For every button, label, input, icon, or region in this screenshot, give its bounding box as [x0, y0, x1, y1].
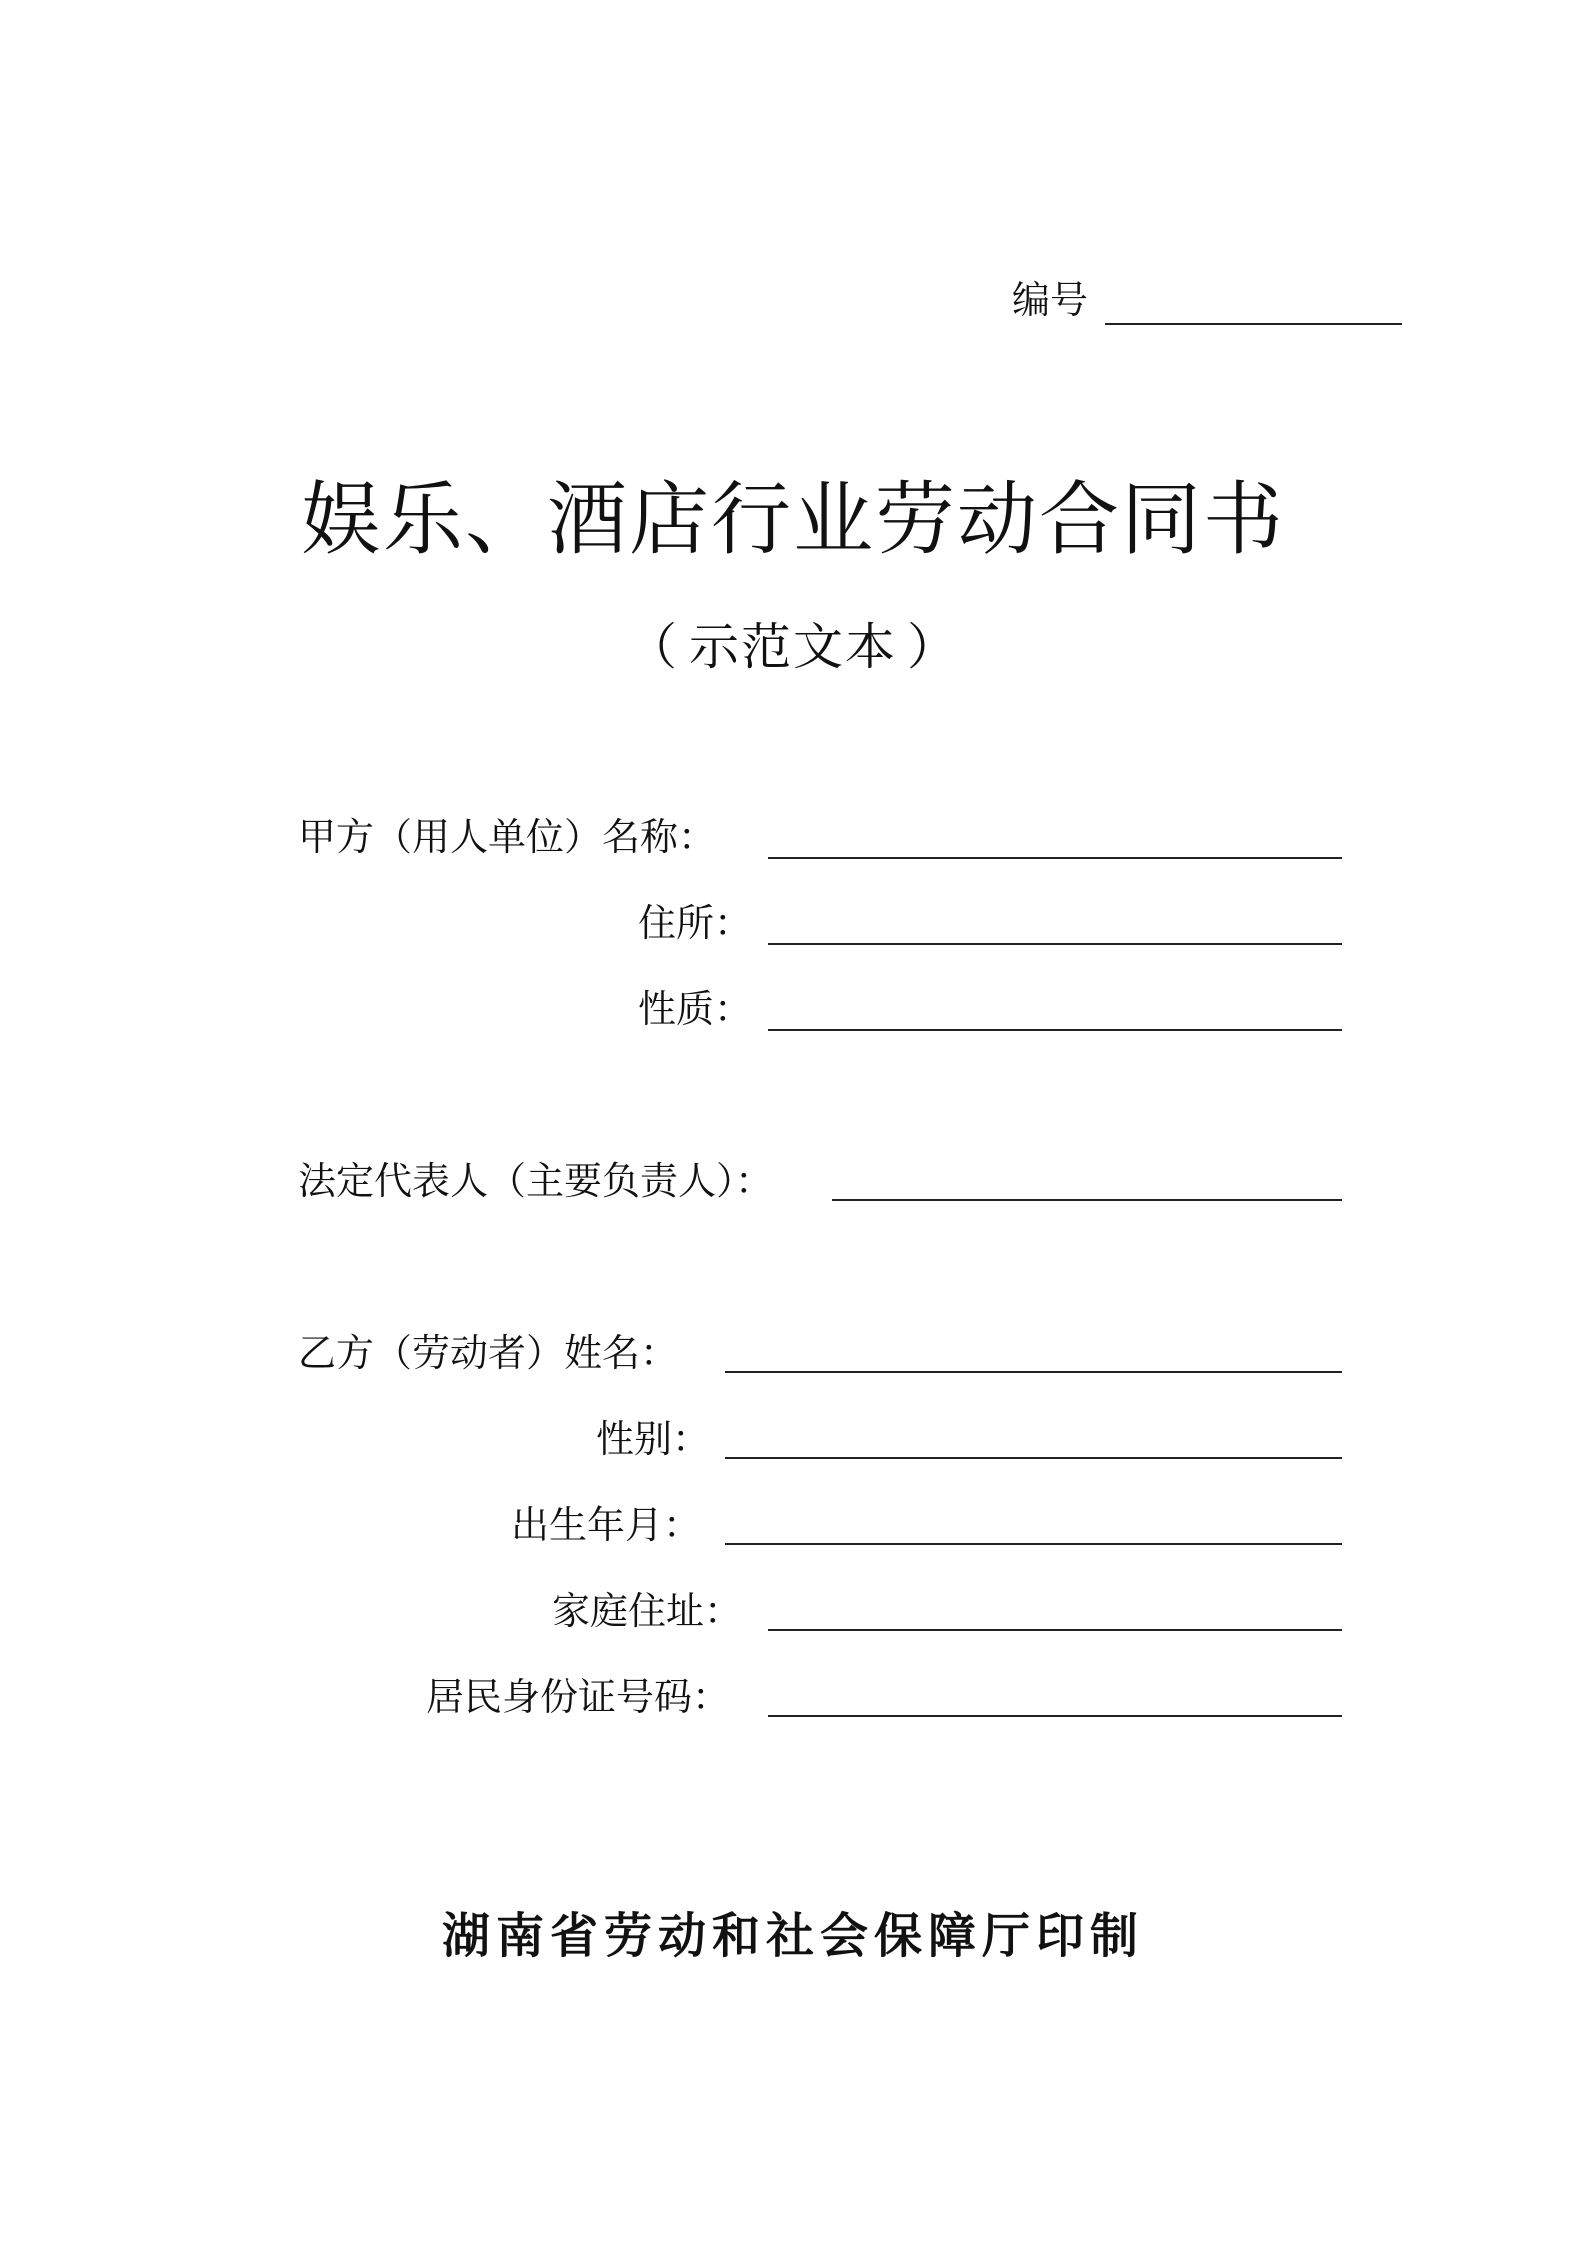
- party-b-id-number-blank: [768, 1715, 1342, 1717]
- party-a-address-label: 住所：: [638, 901, 753, 945]
- legal-rep-label: 法定代表人（主要负责人）：: [298, 1159, 774, 1203]
- contract-number-label: 编号: [1012, 278, 1089, 322]
- party-b-id-number-label: 居民身份证号码：: [426, 1675, 731, 1719]
- party-a-name-blank: [768, 857, 1342, 859]
- party-a-nature-blank: [768, 1029, 1342, 1031]
- legal-rep-blank: [832, 1199, 1342, 1201]
- party-b-birth-label: 出生年月：: [511, 1503, 702, 1547]
- party-b-name-blank: [725, 1371, 1342, 1373]
- party-b-home-address-label: 家庭住址：: [552, 1589, 743, 1633]
- subtitle-close-paren: ）: [907, 618, 959, 676]
- party-a-name-label: 甲方（用人单位）名称：: [298, 815, 717, 859]
- issuer-footer: 湖南省劳动和社会保障厅印制: [441, 1908, 1144, 1964]
- subtitle-open-paren: （: [627, 618, 679, 676]
- party-a-address-blank: [768, 943, 1342, 945]
- party-b-gender-blank: [725, 1457, 1342, 1459]
- party-b-birth-blank: [725, 1543, 1342, 1545]
- party-b-home-address-blank: [768, 1629, 1342, 1631]
- party-b-gender-label: 性别：: [596, 1417, 711, 1461]
- subtitle-text: 示范文本: [689, 618, 897, 676]
- document-title: 娱乐、酒店行业劳动合同书: [301, 473, 1285, 566]
- document-subtitle: [0, 612, 1586, 682]
- contract-number-blank: [1105, 323, 1402, 325]
- party-a-nature-label: 性质：: [638, 987, 753, 1031]
- party-b-name-label: 乙方（劳动者）姓名：: [298, 1331, 679, 1375]
